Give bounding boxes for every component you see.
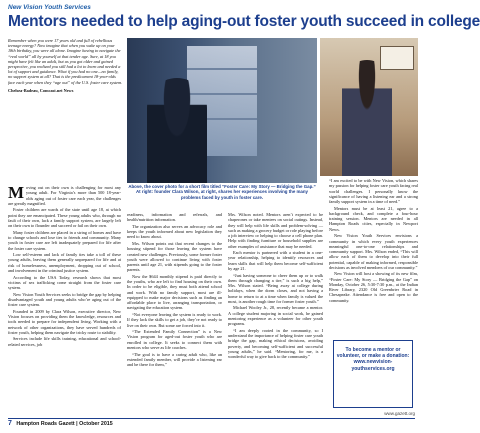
paragraph: Low self-esteem and lack of family ties take a toll of these young adults, leaving them generally unprepared for life and at risk of homelessness, unemployment, dropping out of school, and involvement in the criminal justice system. — [8, 252, 121, 273]
article-column-2 — [127, 212, 222, 369]
paragraph: Many foster children are placed in a string of homes and have to change schools and lose ties to friends and community. Many youth in foster care are left inadequately prepared for life after the foster care system. — [8, 229, 121, 251]
paragraph: “Not everyone leaving the system is ready to work. If they lack the skills to get a job, they’re not ready to live on their own. But some are forced into it. — [127, 312, 222, 328]
paragraph: Services include life skills training, educational and school-related services, job — [8, 336, 121, 347]
paragraph: Mentors must be at least 21, agree to a background check, and complete a four-hour training session. Mentors are needed in all Hampton Roads cities, especially in Newport News. — [329, 205, 418, 232]
issue-date: October 2015 — [79, 421, 113, 427]
paragraph: Michael Wooley Jr., 28, recently became a mentor. A college student majoring in social work, he gained mentoring experience as a volunteer for other youth programs. — [228, 305, 323, 327]
paragraph: “I am excited to be with New Vision, which shares my passion for helping foster care youth facing real world challenges. I personally know the significance of having a listening ear and a strong family support system in a time of need.” — [329, 178, 418, 204]
mentor-callout-box: To become a mentor or volunteer, or make a donation: www.newvision-youthservices.org — [333, 340, 413, 408]
footer-rule — [8, 418, 415, 419]
paragraph-text: oving out on their own is challenging for most any young adult. For Virginia’s more than 500 18-year-olds aging out of foster care each year, the challenges are greatly magnified. — [8, 185, 121, 206]
article-headline: Mentors needed to help aging-out foster youth succeed in college — [8, 13, 480, 30]
paragraph: “The goal is to have a caring adult who, like an extended family member, will provide a listening ear and be there for them,” — [127, 351, 222, 368]
article-column-3 — [228, 212, 323, 361]
paragraph: New Vision Youth Services envisions a community in which every youth experiences meaningful one-to-one relationships and community support. Mrs. Wilson ended, “This will allow each of them to develop into their full potential, capable of making informed, responsible decisions as involved members of our community.” — [329, 233, 418, 270]
paragraph: readiness, information and referrals, and health/nutrition information. — [127, 212, 222, 223]
paragraph: “I am deeply rooted in the community, so I understand the importance of helping foster care youth bridge the gap, making ethical decisions, avoiding poverty, and becoming self-sufficient and successful young adults,” he said. “Mentoring, for me, is a wonderful way to give back to the community.” — [228, 327, 323, 360]
first-paragraph — [8, 185, 121, 206]
section-kicker: New Vision Youth Services — [8, 4, 91, 11]
paragraph: New Vision will host a showing of its new film, “Foster Care: My Story — Bridging the Gap” on Monday, October 26, 5:30-7:30 p.m., at the Indian River Library, 2320 Old Greenbrier Road in Chesapeake. Attendance is free and open to the community. — [329, 271, 418, 303]
paragraph: The organization also serves an advocacy role and keeps the youth informed about new legislation they need to know about. — [127, 223, 222, 240]
paragraph: Mrs. Wilson points out that recent changes to the housing stipend for those leaving the system have created new challenges. Previously, some former foster youth were allowed to continue living with foster parents until age 21, with stipends going to the foster parents. — [127, 241, 222, 273]
footer-info — [8, 420, 113, 427]
footer-website: www.gazett.org — [384, 411, 415, 416]
paragraph: New Vision Youth Services seeks to bridge the gap by helping disadvantaged youth and young adults who’re aging out of the foster care system. — [8, 291, 121, 308]
footer-separator: | — [76, 421, 80, 427]
paragraph: Each mentor is partnered with a student in a one-year relationship, helping to identify resources and learn skills that will help them become self-sufficient by age 21. — [228, 250, 323, 271]
paragraph: Mrs. Wilson noted. Mentors aren’t expected to be chaperones or take mentees on social outings. Instead, they will help with life skills and problem-solving — such as making a grocery budget or role playing before a job interview or helping to choose a cell phone plan. Help with finding furniture or household supplies are other examples of assistance that may be needed. — [228, 212, 323, 249]
paragraph: Foster children are wards of the state until age 18, at which point they are emancipated. These young adults who, through no fault of their own, lack a family support system, are largely left on their own to flounder and succeed or fail on their own. — [8, 207, 121, 229]
paragraph: “The Extended Family Connection” is a New Vision program for aged-out foster youth who are enrolled in college. It seeks to connect them with mentors who serve as life coaches. — [127, 329, 222, 350]
silhouette-figure — [147, 78, 207, 183]
founder-photo — [320, 38, 418, 176]
paragraph: “Just having someone to cheer them up or to walk them through changing a tire,” is such a big help,” Mrs. Wilson stated. “Being away at college during holidays, when the dorm closes, and not having a home to return to at a time when family is valued the most, is another rough time for former foster youth.” — [228, 272, 323, 304]
article-column-4 — [329, 178, 418, 304]
blind-slat — [187, 68, 257, 70]
drop-cap: M — [8, 183, 25, 202]
photo-caption: Above, the cover photo for a short film titled “Foster Care: My Story — Bridging the Gap.” At right: founder Clara Wilson, at right, shares her experiences involving the many problems faced by youth in foster care. — [128, 184, 316, 200]
intro-byline: Chelsea-Badeau, Comcast.net News — [8, 87, 74, 93]
film-cover-photo — [127, 38, 317, 183]
founder-figure — [342, 60, 392, 176]
intro-paragraph: Remember when you were 17 years old and full of rebellious teenage energy? Now imagine that when you wake up on your 18th birthday, you were all alone. Imagine having to navigate the “real world” all by yourself at that tender age. Sure, at 18 you might have felt like an adult, but as you got older and gained perspective, you realized you still had a lot to learn and needed a lot of support and guidance. What if you had no one—no family, no support system at all? That is the predicament 18-year-olds face each year when they “age out” of the U.S. foster care system. — [8, 38, 123, 85]
wall-plaque — [380, 46, 414, 70]
page-number: 7 — [8, 420, 12, 427]
intro-block — [8, 38, 123, 96]
paragraph: Founded in 2009 by Clara Wilson, executive director, New Vision focuses on providing them the knowledge, resources and tools needed to prepare for independent living. Working with a network of other organizations, they have served hundreds of foster youth, helping them navigate the tricky route to stability. — [8, 308, 121, 335]
paragraph: According to the USA Today, research shows that most victims of sex trafficking come straight from the foster care system. — [8, 274, 121, 291]
publication-name: Hampton Roads Gazett — [16, 421, 75, 427]
article-column-1 — [8, 185, 121, 348]
paragraph: Now the $644 monthly stipend is paid directly to the youths, who are left to find housing on their own. In order to be eligible, they must both attend school and work. With no family support, most are ill-equipped to make major decisions such as finding an affordable place to live, arranging transportation, or navigating the education system. — [127, 273, 222, 311]
